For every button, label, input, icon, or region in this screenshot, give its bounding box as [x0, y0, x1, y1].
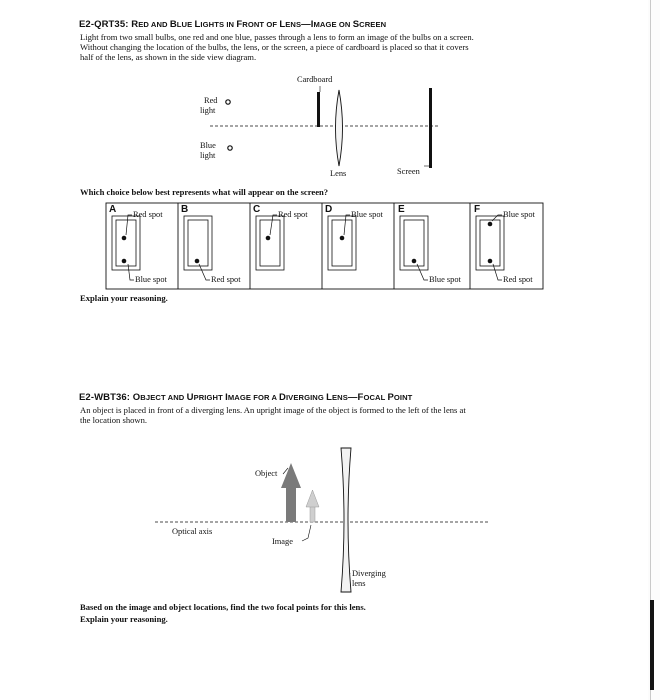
q2-line: An object is placed in front of a diverging lens. An upright image of the object is formed to the left of the lens at — [80, 405, 466, 415]
q1-line: Light from two small bulbs, one red and one blue, passes through a lens to form an image of the bulbs on a screen. — [80, 32, 474, 42]
q1-title-part: —I — [301, 19, 314, 30]
q1-title-part: CREEN — [359, 20, 387, 29]
q2-prompt-line: Explain your reasoning. — [80, 614, 168, 624]
image-arrow-icon — [306, 490, 319, 522]
q2-title-part: OCAL — [363, 393, 388, 402]
q2-title-part: D — [278, 392, 286, 403]
choice-f-letter[interactable]: F — [474, 204, 481, 215]
q1-title-part: L — [194, 19, 201, 30]
q2-title-part: BJECT AND — [140, 393, 187, 402]
q2-title-part: L — [326, 392, 332, 403]
choice-b-red-spot-label: Red spot — [211, 275, 241, 284]
image-arrow-shaft — [310, 505, 315, 522]
q2-title-part: IVERGING — [285, 393, 327, 402]
optical-axis-label: Optical axis — [172, 527, 213, 536]
q2-title-part: U — [186, 392, 194, 403]
q1-title-part: R — [131, 19, 139, 30]
choice-c-red-spot-label: Red spot — [278, 210, 308, 219]
object-arrow-head — [281, 463, 301, 488]
cardboard-label: Cardboard — [297, 75, 333, 84]
q2-title-part: PRIGHT — [193, 393, 226, 402]
object-label: Object — [255, 469, 278, 478]
q2-prompt-line: Based on the image and object locations, find the two focal points for this lens. — [80, 602, 366, 612]
q1-title-part: ED AND — [138, 20, 170, 29]
q1-explain: Explain your reasoning. — [80, 293, 168, 303]
screen-label: Screen — [397, 167, 420, 176]
diverging-lens-label — [352, 569, 386, 589]
q1-question: Which choice below best represents what will appear on the screen? — [80, 187, 329, 197]
q1-code: E2-QRT35: — [79, 19, 129, 30]
object-arrow-shaft — [286, 485, 296, 522]
q1-title-part: ENS — [285, 20, 302, 29]
diverging-lens-icon — [341, 448, 351, 592]
choice-a-blue-spot-label: Blue spot — [135, 275, 167, 284]
choice-d-blue-spot-label: Blue spot — [351, 210, 383, 219]
q1-title-part: RONT OF — [242, 20, 280, 29]
choice-e-blue-spot-label: Blue spot — [429, 275, 461, 284]
q2-title-part: —F — [347, 392, 364, 403]
q1-title-part: S — [352, 19, 360, 30]
q1-title-part: MAGE ON — [313, 20, 353, 29]
q2-title-part: P — [387, 392, 394, 403]
q1-title-part: B — [169, 19, 177, 30]
choice-b-letter[interactable]: B — [181, 204, 189, 215]
choice-a-letter[interactable]: A — [109, 204, 117, 215]
q1-title-part: L — [279, 19, 286, 30]
q2-title-part: ENS — [332, 393, 348, 402]
choice-c-letter[interactable]: C — [253, 204, 261, 215]
q1-line: half of the lens, as shown in the side view diagram. — [80, 52, 257, 62]
q2-title-part: I — [225, 392, 228, 403]
page-edge-mark — [650, 600, 654, 690]
q1-title-part: F — [236, 19, 243, 30]
q2-code: E2-WBT36: — [79, 392, 131, 403]
q2-line: the location shown. — [80, 415, 148, 425]
page-edge — [650, 0, 651, 700]
blue-light-label-line: light — [200, 151, 216, 160]
choice-f-blue-spot-label: Blue spot — [503, 210, 535, 219]
q2-prompt — [80, 601, 366, 625]
lens-label: Lens — [330, 169, 347, 178]
red-light-label-line: Red — [204, 96, 218, 105]
choice-f-red-spot-label: Red spot — [503, 275, 533, 284]
diverging-lens-label-line: Diverging — [352, 569, 386, 578]
image-label: Image — [272, 537, 293, 546]
image-leader — [302, 525, 311, 541]
choice-d-letter[interactable]: D — [325, 204, 333, 215]
q2-title-part: MAGE FOR A — [227, 393, 279, 402]
choice-e-letter[interactable]: E — [398, 204, 405, 215]
blue-light-label-line: Blue — [200, 141, 216, 150]
object-arrow-icon — [281, 463, 301, 522]
image-arrow-head — [306, 490, 319, 507]
q2-title-part: OINT — [393, 393, 413, 402]
choice-a-red-spot-label: Red spot — [133, 210, 163, 219]
q1-title-part: LUE — [176, 20, 195, 29]
q2-title-part: O — [132, 392, 141, 403]
red-light-label-line: light — [200, 106, 216, 115]
q1-line: Without changing the location of the bulbs, the lens, or the screen, a piece of cardboard is placed so that it covers — [80, 42, 469, 52]
q1-title-part: IGHTS IN — [200, 20, 237, 29]
diverging-lens-label-line: lens — [352, 579, 366, 588]
